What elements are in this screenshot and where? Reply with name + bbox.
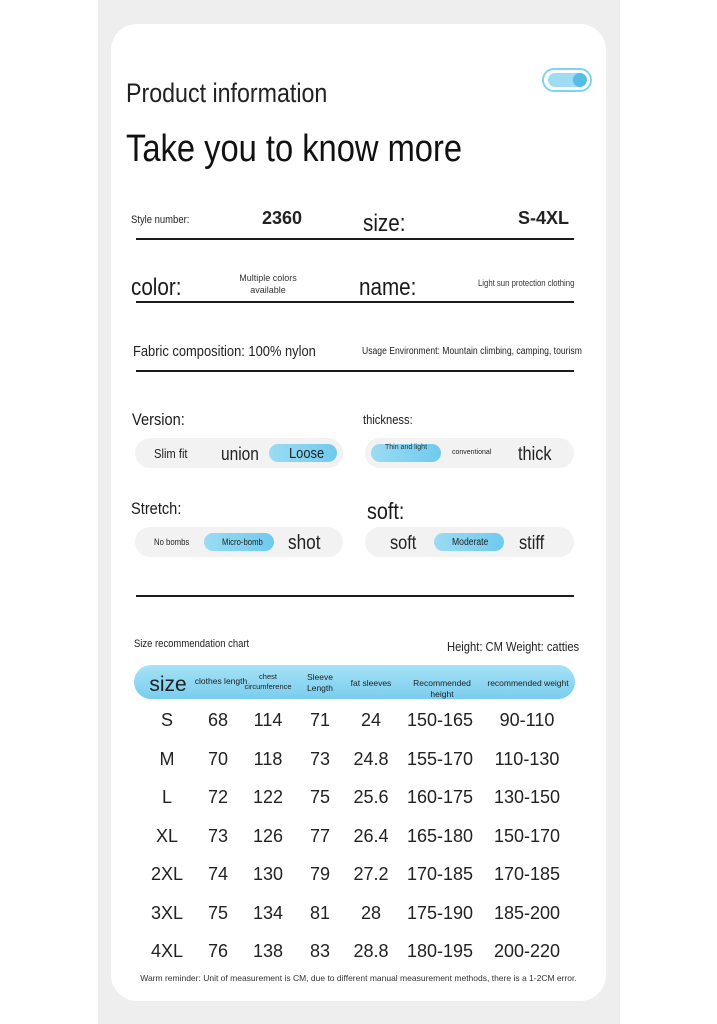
table-cell: 134 [252, 902, 284, 923]
table-cell: 75 [309, 787, 331, 807]
table-cell: 130-150 [493, 787, 561, 807]
table-cell: 73 [309, 748, 331, 769]
name-value: Light sun protection clothing [478, 278, 575, 288]
table-cell: 73 [207, 825, 229, 846]
toggle-switch-icon [542, 68, 592, 92]
table-cell: 68 [207, 710, 229, 730]
table-row-size: 2XL [150, 864, 184, 884]
color-label: color: [131, 274, 182, 301]
thickness-option: conventional [452, 449, 492, 456]
version-label: Version: [132, 410, 185, 429]
table-cell: 170-185 [406, 864, 474, 884]
table-cell: 200-220 [493, 941, 561, 961]
style-number-value: 2360 [262, 208, 303, 228]
table-cell: 130 [252, 864, 284, 884]
warm-reminder-footnote: Warm reminder: Unit of measurement is CM, due to different manual measurement methods, there is a 1-2CM error. [140, 973, 577, 983]
table-cell: 24.8 [353, 748, 389, 769]
table-cell: 75 [207, 902, 229, 923]
color-value: Multiple colors available [239, 273, 297, 295]
size-chart-units: Height: CM Weight: catties [447, 639, 580, 654]
size-table-header-cell: recommended weight [487, 678, 569, 688]
table-cell: 24 [360, 710, 382, 730]
size-label: size: [363, 210, 406, 237]
table-cell: 155-170 [406, 748, 474, 769]
size-table-header-cell: fat sleeves [350, 678, 392, 688]
size-range-value: S-4XL [518, 208, 570, 228]
table-cell: 28 [360, 902, 382, 923]
table-cell: 118 [253, 748, 283, 769]
stretch-option: No bombs [154, 537, 190, 547]
table-row-size: M [159, 748, 175, 769]
table-cell: 26.4 [353, 825, 389, 846]
page-title: Product information [126, 78, 328, 108]
stretch-label: Stretch: [131, 499, 182, 518]
table-cell: 72 [207, 787, 229, 807]
table-row-size: L [161, 787, 172, 807]
table-cell: 90-110 [499, 710, 555, 730]
table-cell: 150-165 [406, 710, 474, 730]
table-cell: 160-175 [406, 787, 474, 807]
table-row-size: S [160, 710, 173, 730]
table-cell: 180-195 [406, 941, 474, 961]
table-cell: 114 [253, 710, 283, 730]
table-row-size: 4XL [150, 941, 184, 961]
table-cell: 150-170 [493, 825, 561, 846]
table-cell: 175-190 [406, 902, 474, 923]
table-cell: 122 [252, 787, 284, 807]
stretch-option-selected: Micro-bomb [222, 537, 263, 547]
divider [136, 301, 574, 303]
table-cell: 126 [252, 825, 284, 846]
table-cell: 185-200 [493, 902, 561, 923]
version-option: union [221, 444, 259, 464]
size-table-header-cell: size [149, 673, 187, 696]
size-table-header-cell: Recommended height [413, 678, 471, 699]
stretch-option: shot [288, 532, 321, 554]
size-table-header-cell: Sleeve Length [307, 672, 333, 693]
soft-label: soft: [367, 498, 405, 524]
table-cell: 138 [252, 941, 284, 961]
soft-option: stiff [519, 533, 545, 554]
table-cell: 81 [309, 902, 331, 923]
page-subtitle: Take you to know more [126, 128, 463, 170]
table-cell: 165-180 [406, 825, 474, 846]
version-option: Slim fit [154, 446, 188, 461]
thickness-option: thick [518, 444, 552, 465]
table-cell: 28.8 [353, 941, 389, 961]
thickness-option-selected: Thin and light [384, 444, 428, 451]
style-number-label: Style number: [131, 214, 190, 226]
thickness-label: thickness: [363, 412, 413, 427]
soft-option-selected: Moderate [452, 537, 489, 548]
table-cell: 76 [207, 941, 229, 961]
fabric-composition: Fabric composition: 100% nylon [133, 343, 316, 360]
usage-environment: Usage Environment: Mountain climbing, camping, tourism [362, 346, 582, 357]
version-option-selected: Loose [289, 445, 325, 462]
table-row-size: XL [155, 825, 179, 846]
table-cell: 27.2 [353, 864, 389, 884]
divider [136, 238, 574, 240]
table-cell: 25.6 [353, 787, 389, 807]
table-cell: 74 [207, 864, 229, 884]
name-label: name: [359, 274, 417, 301]
size-table-header-cell: clothes length [194, 676, 248, 686]
table-cell: 70 [207, 748, 229, 769]
soft-option: soft [390, 533, 417, 554]
divider [136, 595, 574, 597]
table-cell: 79 [309, 864, 331, 884]
divider [136, 370, 574, 372]
toggle-knob [573, 73, 587, 87]
table-row-size: 3XL [150, 902, 184, 923]
size-table-header-cell: chest circumference [244, 672, 292, 691]
table-cell: 110-130 [494, 748, 560, 769]
table-cell: 83 [309, 941, 331, 961]
table-cell: 170-185 [493, 864, 561, 884]
size-chart-title: Size recommendation chart [134, 638, 250, 650]
table-cell: 71 [309, 710, 331, 730]
table-cell: 77 [309, 825, 331, 846]
